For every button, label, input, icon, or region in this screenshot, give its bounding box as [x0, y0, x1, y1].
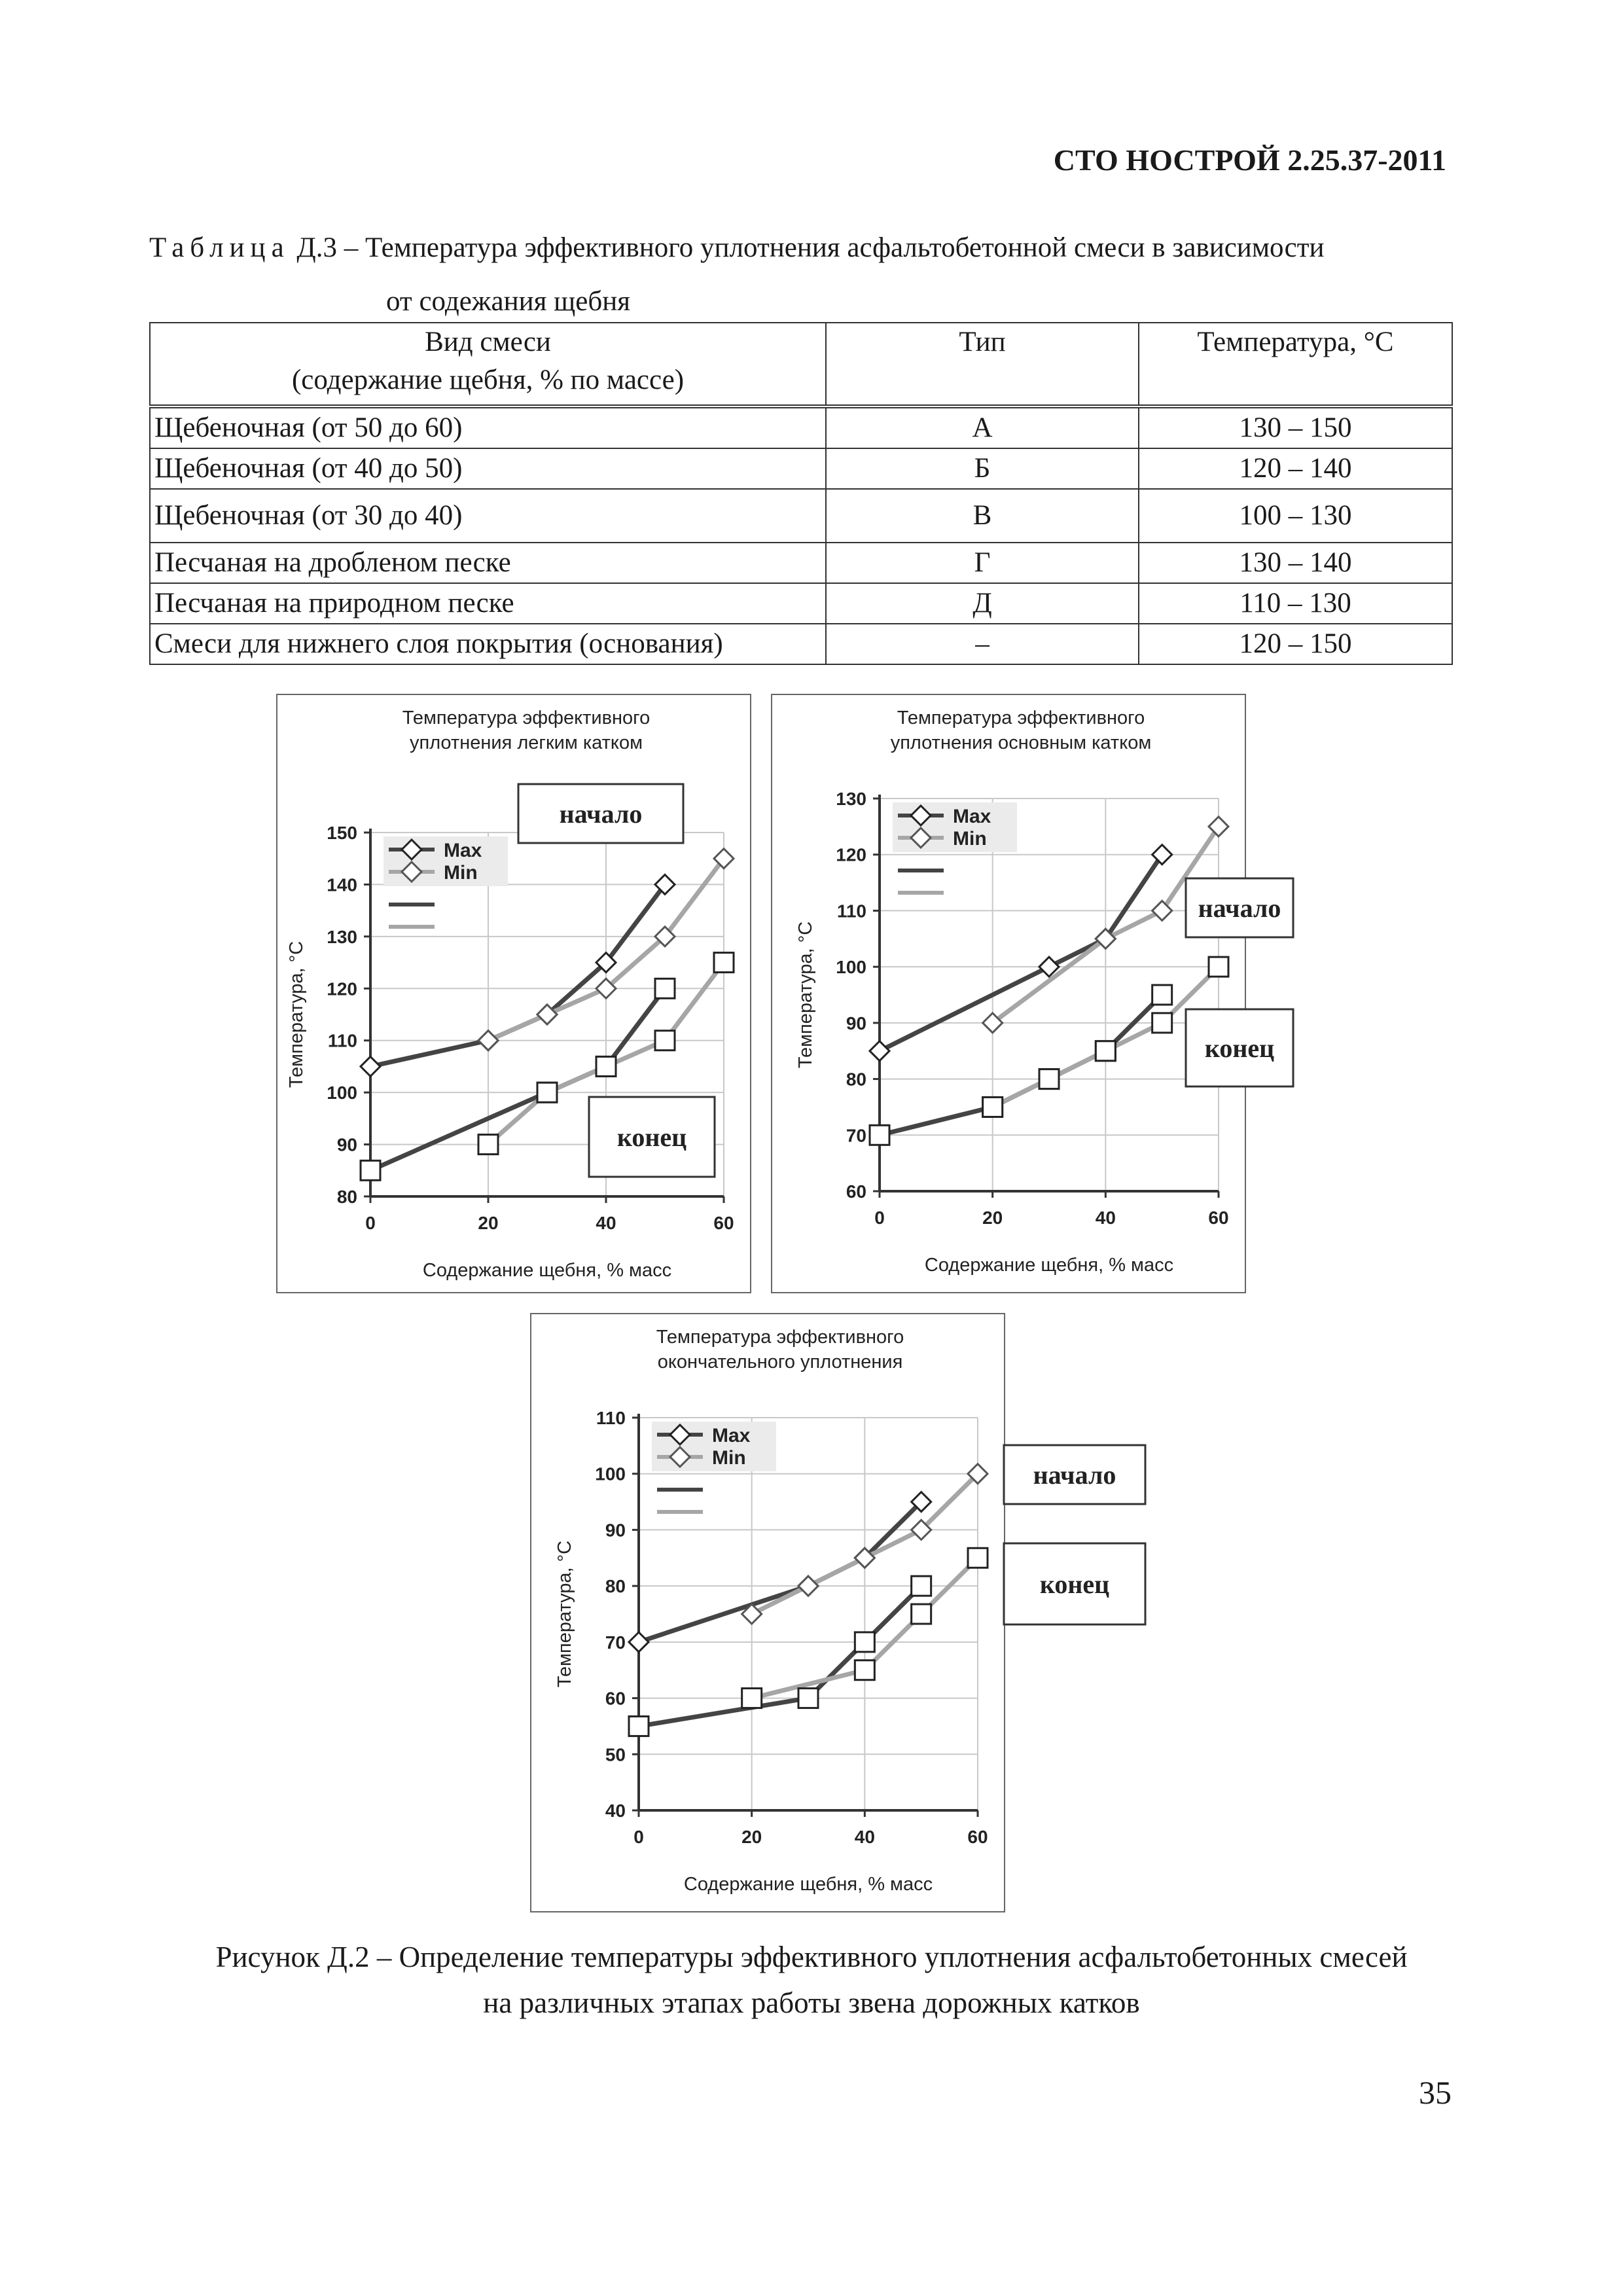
table-row	[150, 448, 1452, 489]
cell-type: –	[826, 624, 1139, 664]
y-tick-label: 70	[846, 1125, 866, 1146]
chart-title: Температура эффективного	[656, 1327, 904, 1348]
x-axis-label: Содержание щебня, % масс	[683, 1874, 933, 1895]
y-tick-label: 40	[605, 1801, 626, 1821]
cell-mix: Песчаная на природном песке	[150, 583, 826, 624]
y-tick-label: 110	[596, 1408, 626, 1428]
page-number: 35	[1419, 2074, 1452, 2111]
legend-label-max: Max	[953, 806, 991, 827]
y-tick-label: 90	[605, 1520, 626, 1541]
y-tick-label: 140	[327, 874, 357, 895]
label-start: начало	[1198, 893, 1281, 923]
chart-final-compaction	[530, 1313, 1116, 1912]
y-tick-label: 60	[605, 1688, 626, 1709]
header-mix-type-sub: (содержание щебня, % по массе)	[291, 365, 685, 395]
table-row	[150, 543, 1452, 583]
data-point-min-end	[1096, 1041, 1115, 1061]
table-caption	[149, 232, 1452, 264]
y-tick-label: 100	[327, 1083, 357, 1103]
chart-main-roller	[771, 694, 1281, 1293]
label-start: начало	[1033, 1460, 1116, 1490]
x-tick-label: 20	[741, 1827, 762, 1847]
data-point-max-end	[855, 1632, 874, 1652]
cell-type: Б	[826, 448, 1139, 489]
y-axis-label: Температура, °С	[554, 1540, 575, 1688]
figure-caption: Рисунок Д.2 – Определение температуры эффективного уплотнения асфальтобетонных смесей	[215, 1941, 1408, 1973]
table-caption-prefix: Таблица	[149, 232, 290, 263]
cell-mix: Смеси для нижнего слоя покрытия (основания)	[150, 624, 826, 664]
chart-title: окончательного уплотнения	[657, 1352, 903, 1372]
label-end: конец	[1204, 1033, 1275, 1063]
data-point-max-end	[912, 1576, 931, 1596]
x-tick-label: 40	[854, 1827, 875, 1847]
x-tick-label: 0	[365, 1213, 376, 1233]
label-end: конец	[1039, 1570, 1110, 1599]
data-point-max-end	[361, 1160, 380, 1180]
header-type: Тип	[826, 323, 1139, 406]
chart-main-roller-svg	[772, 695, 1281, 1292]
table-row	[150, 624, 1452, 664]
cell-temperature: 120 – 150	[1139, 624, 1452, 664]
y-tick-label: 110	[836, 901, 866, 922]
table-caption-text: Д.3 – Температура эффективного уплотнения асфальтобетонной смеси в зависимости	[296, 232, 1325, 263]
data-point-min-end	[537, 1083, 557, 1102]
x-tick-label: 0	[633, 1827, 644, 1847]
chart-light-roller	[276, 694, 751, 1293]
cell-type: Г	[826, 543, 1139, 583]
header-mix-type-label: Вид смеси	[425, 327, 551, 357]
data-point-min-end	[742, 1689, 762, 1708]
cell-temperature: 120 – 140	[1139, 448, 1452, 489]
x-tick-label: 20	[982, 1208, 1003, 1228]
cell-mix: Песчаная на дробленом песке	[150, 543, 826, 583]
legend-label-min: Min	[444, 862, 478, 884]
series-line-max-end	[880, 995, 1162, 1135]
data-point-min-start	[798, 1576, 818, 1596]
y-tick-label: 60	[846, 1181, 866, 1202]
chart-title: Температура эффективного	[897, 708, 1145, 728]
y-axis-label: Температура, °С	[286, 941, 307, 1088]
x-tick-label: 60	[967, 1827, 988, 1847]
y-tick-label: 130	[836, 789, 866, 809]
label-start: начало	[559, 799, 643, 829]
cell-type: Д	[826, 583, 1139, 624]
data-point-max-start	[870, 1041, 889, 1061]
data-point-min-end	[855, 1660, 874, 1680]
cell-type: В	[826, 489, 1139, 543]
legend-label-max: Max	[444, 840, 482, 861]
table-header-row	[150, 323, 1452, 406]
chart-title: уплотнения основным катком	[890, 732, 1152, 753]
y-tick-label: 120	[327, 978, 357, 999]
series-line-max-start	[880, 855, 1162, 1051]
x-tick-label: 20	[478, 1213, 499, 1233]
chart-title: Температура эффективного	[402, 708, 651, 728]
data-point-max-start	[361, 1056, 380, 1076]
data-point-min-end	[983, 1097, 1003, 1117]
x-tick-label: 0	[874, 1208, 885, 1228]
data-point-max-end	[870, 1125, 889, 1145]
cell-type: А	[826, 406, 1139, 448]
y-tick-label: 50	[605, 1744, 626, 1765]
data-point-max-end	[655, 978, 675, 998]
y-tick-label: 90	[846, 1013, 866, 1033]
data-point-min-end	[596, 1056, 616, 1076]
data-point-max-end	[798, 1689, 818, 1708]
x-axis-label: Содержание щебня, % масс	[422, 1260, 672, 1281]
figure-caption-line2: на различных этапах работы звена дорожных катков	[483, 1986, 1140, 2019]
y-tick-label: 120	[836, 844, 866, 865]
data-point-min-end	[912, 1604, 931, 1624]
chart-light-roller-svg	[277, 695, 750, 1292]
data-point-max-end	[629, 1716, 649, 1736]
legend-label-max: Max	[712, 1425, 751, 1446]
chart-final-compaction-svg	[531, 1314, 1116, 1911]
y-axis-label: Температура, °С	[795, 921, 816, 1069]
temperature-table	[149, 322, 1453, 665]
label-end: конец	[616, 1122, 687, 1152]
y-tick-label: 130	[327, 926, 357, 947]
chart-title: уплотнения легким катком	[409, 732, 643, 753]
data-point-min-end	[714, 953, 734, 973]
x-tick-label: 40	[1095, 1208, 1116, 1228]
x-tick-label: 60	[1208, 1208, 1229, 1228]
cell-temperature: 100 – 130	[1139, 489, 1452, 543]
data-point-max-end	[1152, 985, 1172, 1005]
header-mix-type	[150, 323, 826, 406]
data-point-min-end	[968, 1548, 988, 1568]
table-row	[150, 489, 1452, 543]
data-point-min-end	[655, 1031, 675, 1050]
x-tick-label: 40	[596, 1213, 616, 1233]
header-temperature: Температура, °С	[1139, 323, 1452, 406]
y-tick-label: 100	[595, 1463, 626, 1484]
document-header: СТО НОСТРОЙ 2.25.37-2011	[1053, 143, 1446, 177]
data-point-min-end	[1152, 1013, 1172, 1033]
data-point-min-end	[1209, 957, 1228, 977]
cell-temperature: 130 – 140	[1139, 543, 1452, 583]
table-caption-line2: от содежания щебня	[386, 286, 630, 317]
legend-label-min: Min	[953, 828, 987, 850]
y-tick-label: 100	[836, 957, 866, 978]
y-tick-label: 150	[327, 823, 357, 843]
y-tick-label: 80	[846, 1069, 866, 1090]
data-point-min-end	[1039, 1069, 1059, 1089]
cell-mix: Щебеночная (от 50 до 60)	[150, 406, 826, 448]
table-row	[150, 406, 1452, 448]
y-tick-label: 90	[336, 1134, 357, 1155]
x-tick-label: 60	[713, 1213, 734, 1233]
data-point-min-end	[478, 1135, 498, 1155]
x-axis-label: Содержание щебня, % масс	[924, 1255, 1174, 1276]
y-tick-label: 80	[605, 1576, 626, 1597]
cell-temperature: 130 – 150	[1139, 406, 1452, 448]
legend-label-min: Min	[712, 1447, 746, 1469]
table-row	[150, 583, 1452, 624]
y-tick-label: 80	[336, 1187, 357, 1207]
cell-temperature: 110 – 130	[1139, 583, 1452, 624]
y-tick-label: 110	[327, 1030, 357, 1051]
series-line-max-start	[639, 1502, 921, 1642]
data-point-max-start	[629, 1632, 649, 1652]
cell-mix: Щебеночная (от 30 до 40)	[150, 489, 826, 543]
y-tick-label: 70	[605, 1632, 626, 1653]
cell-mix: Щебеночная (от 40 до 50)	[150, 448, 826, 489]
data-point-min-start	[478, 1031, 498, 1050]
